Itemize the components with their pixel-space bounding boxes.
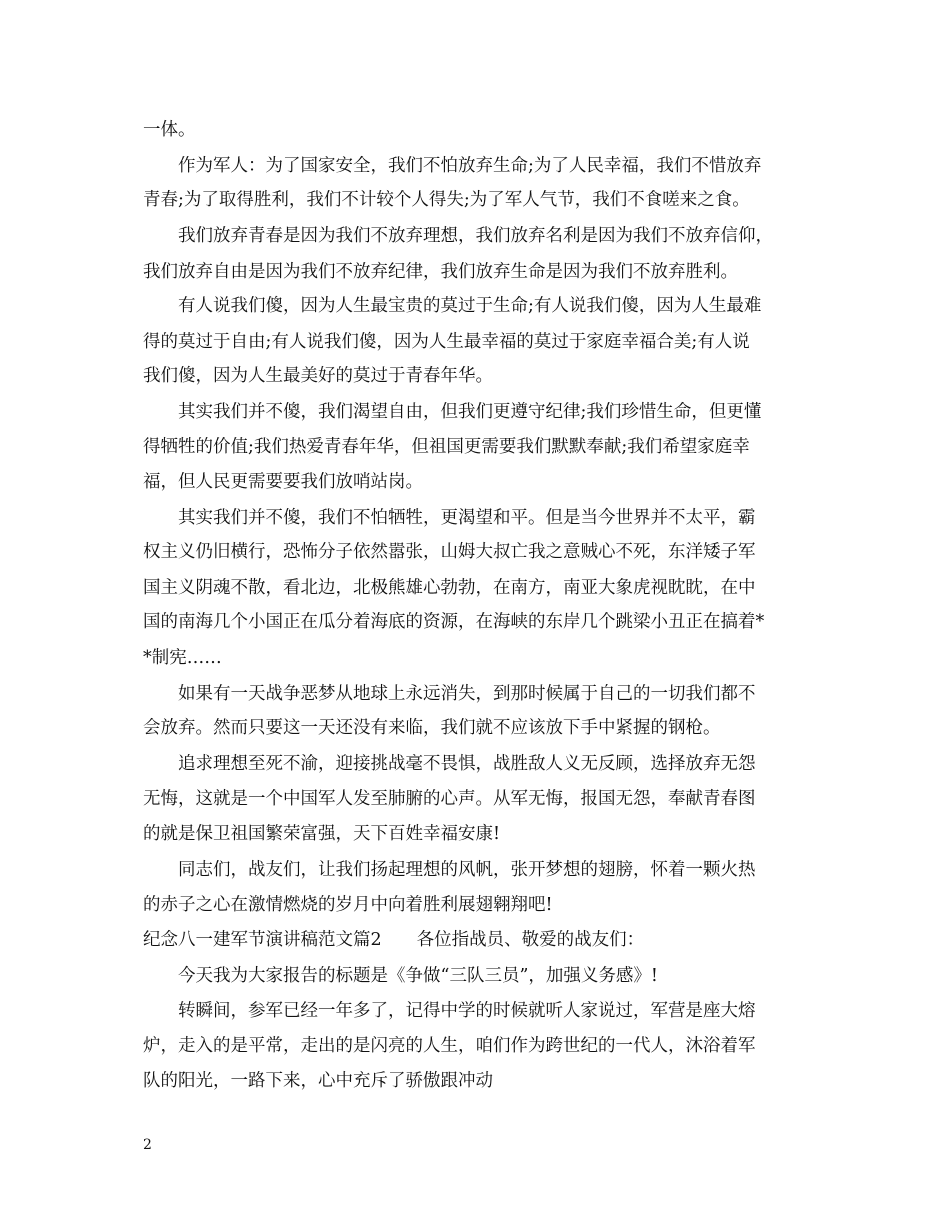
text-line: 的赤子之心在激情燃烧的岁月中向着胜利展翅翱翔吧! — [143, 895, 553, 915]
text-line: 队的阳光，一路下来，心中充斥了骄傲跟冲动 — [143, 1071, 493, 1091]
text-line: 追求理想至死不渝，迎接挑战毫不畏惧，战胜敌人义无反顾，选择放弃无怨 — [178, 754, 756, 774]
text-line: 其实我们并不傻，我们渴望自由，但我们更遵守纪律;我们珍惜生命，但更懂 — [178, 402, 762, 422]
text-line: 得的莫过于自由;有人说我们傻，因为人生最幸福的莫过于家庭幸福合美;有人说 — [143, 332, 750, 352]
text-line: 我们放弃青春是因为我们不放弃理想，我们放弃名利是因为我们不放弃信仰， — [178, 226, 773, 246]
text-line: 国主义阴魂不散，看北边，北极熊雄心勃勃，在南方，南亚大象虎视眈眈，在中 — [143, 578, 756, 598]
text-line: 得牺牲的价值;我们热爱青春年华，但祖国更需要我们默默奉献;我们希望家庭幸 — [143, 437, 750, 457]
text-line: 其实我们并不傻，我们不怕牺牲，更渴望和平。但是当今世界并不太平，霸 — [178, 508, 756, 528]
text-line: 我们傻，因为人生最美好的莫过于青春年华。 — [143, 366, 493, 386]
text-line: 会放弃。然而只要这一天还没有来临，我们就不应该放下手中紧握的钢枪。 — [143, 718, 721, 738]
text-line: 有人说我们傻，因为人生最宝贵的莫过于生命;有人说我们傻，因为人生最难 — [178, 296, 762, 316]
text-line: 权主义仍旧横行，恐怖分子依然嚣张，山姆大叔亡我之意贼心不死，东洋矮子军 — [143, 542, 756, 562]
page-number: 2 — [143, 1137, 152, 1153]
text-line: 青春;为了取得胜利，我们不计较个人得失;为了军人气节，我们不食嗟来之食。 — [143, 190, 750, 210]
text-line: 我们放弃自由是因为我们不放弃纪律，我们放弃生命是因为我们不放弃胜利。 — [143, 262, 738, 282]
text-line: 国的南海几个小国正在瓜分着海底的资源，在海峡的东岸几个跳梁小丑正在搞着* — [143, 612, 765, 632]
text-line: 无悔，这就是一个中国军人发至肺腑的心声。从军无悔，报国无怨，奉献青春图 — [143, 789, 756, 809]
text-line: 炉，走入的是平常，走出的是闪亮的人生，咱们作为跨世纪的一代人，沐浴着军 — [143, 1036, 756, 1056]
text-line: 的就是保卫祖国繁荣富强，天下百姓幸福安康! — [143, 824, 501, 844]
text-line: 今天我为大家报告的标题是《争做“三队三员”，加强义务感》! — [178, 966, 658, 986]
text-line: 如果有一天战争恶梦从地球上永远消失，到那时候属于自己的一切我们都不 — [178, 684, 756, 704]
text-line: 同志们，战友们，让我们扬起理想的风帆，张开梦想的翅膀，怀着一颗火热 — [178, 860, 756, 880]
text-line: 转瞬间，参军已经一年多了，记得中学的时候就听人家说过，军营是座大熔 — [178, 1001, 756, 1021]
text-line: 福，但人民更需要要我们放哨站岗。 — [143, 472, 423, 492]
text-line: 作为军人：为了国家安全，我们不怕放弃生命;为了人民幸福，我们不惜放弃 — [178, 156, 762, 176]
section-heading: 纪念八一建军节演讲稿范文篇2 各位指战员、敬爱的战友们： — [143, 930, 645, 950]
text-line: 一体。 — [143, 120, 196, 140]
text-line: *制宪…… — [143, 648, 222, 668]
